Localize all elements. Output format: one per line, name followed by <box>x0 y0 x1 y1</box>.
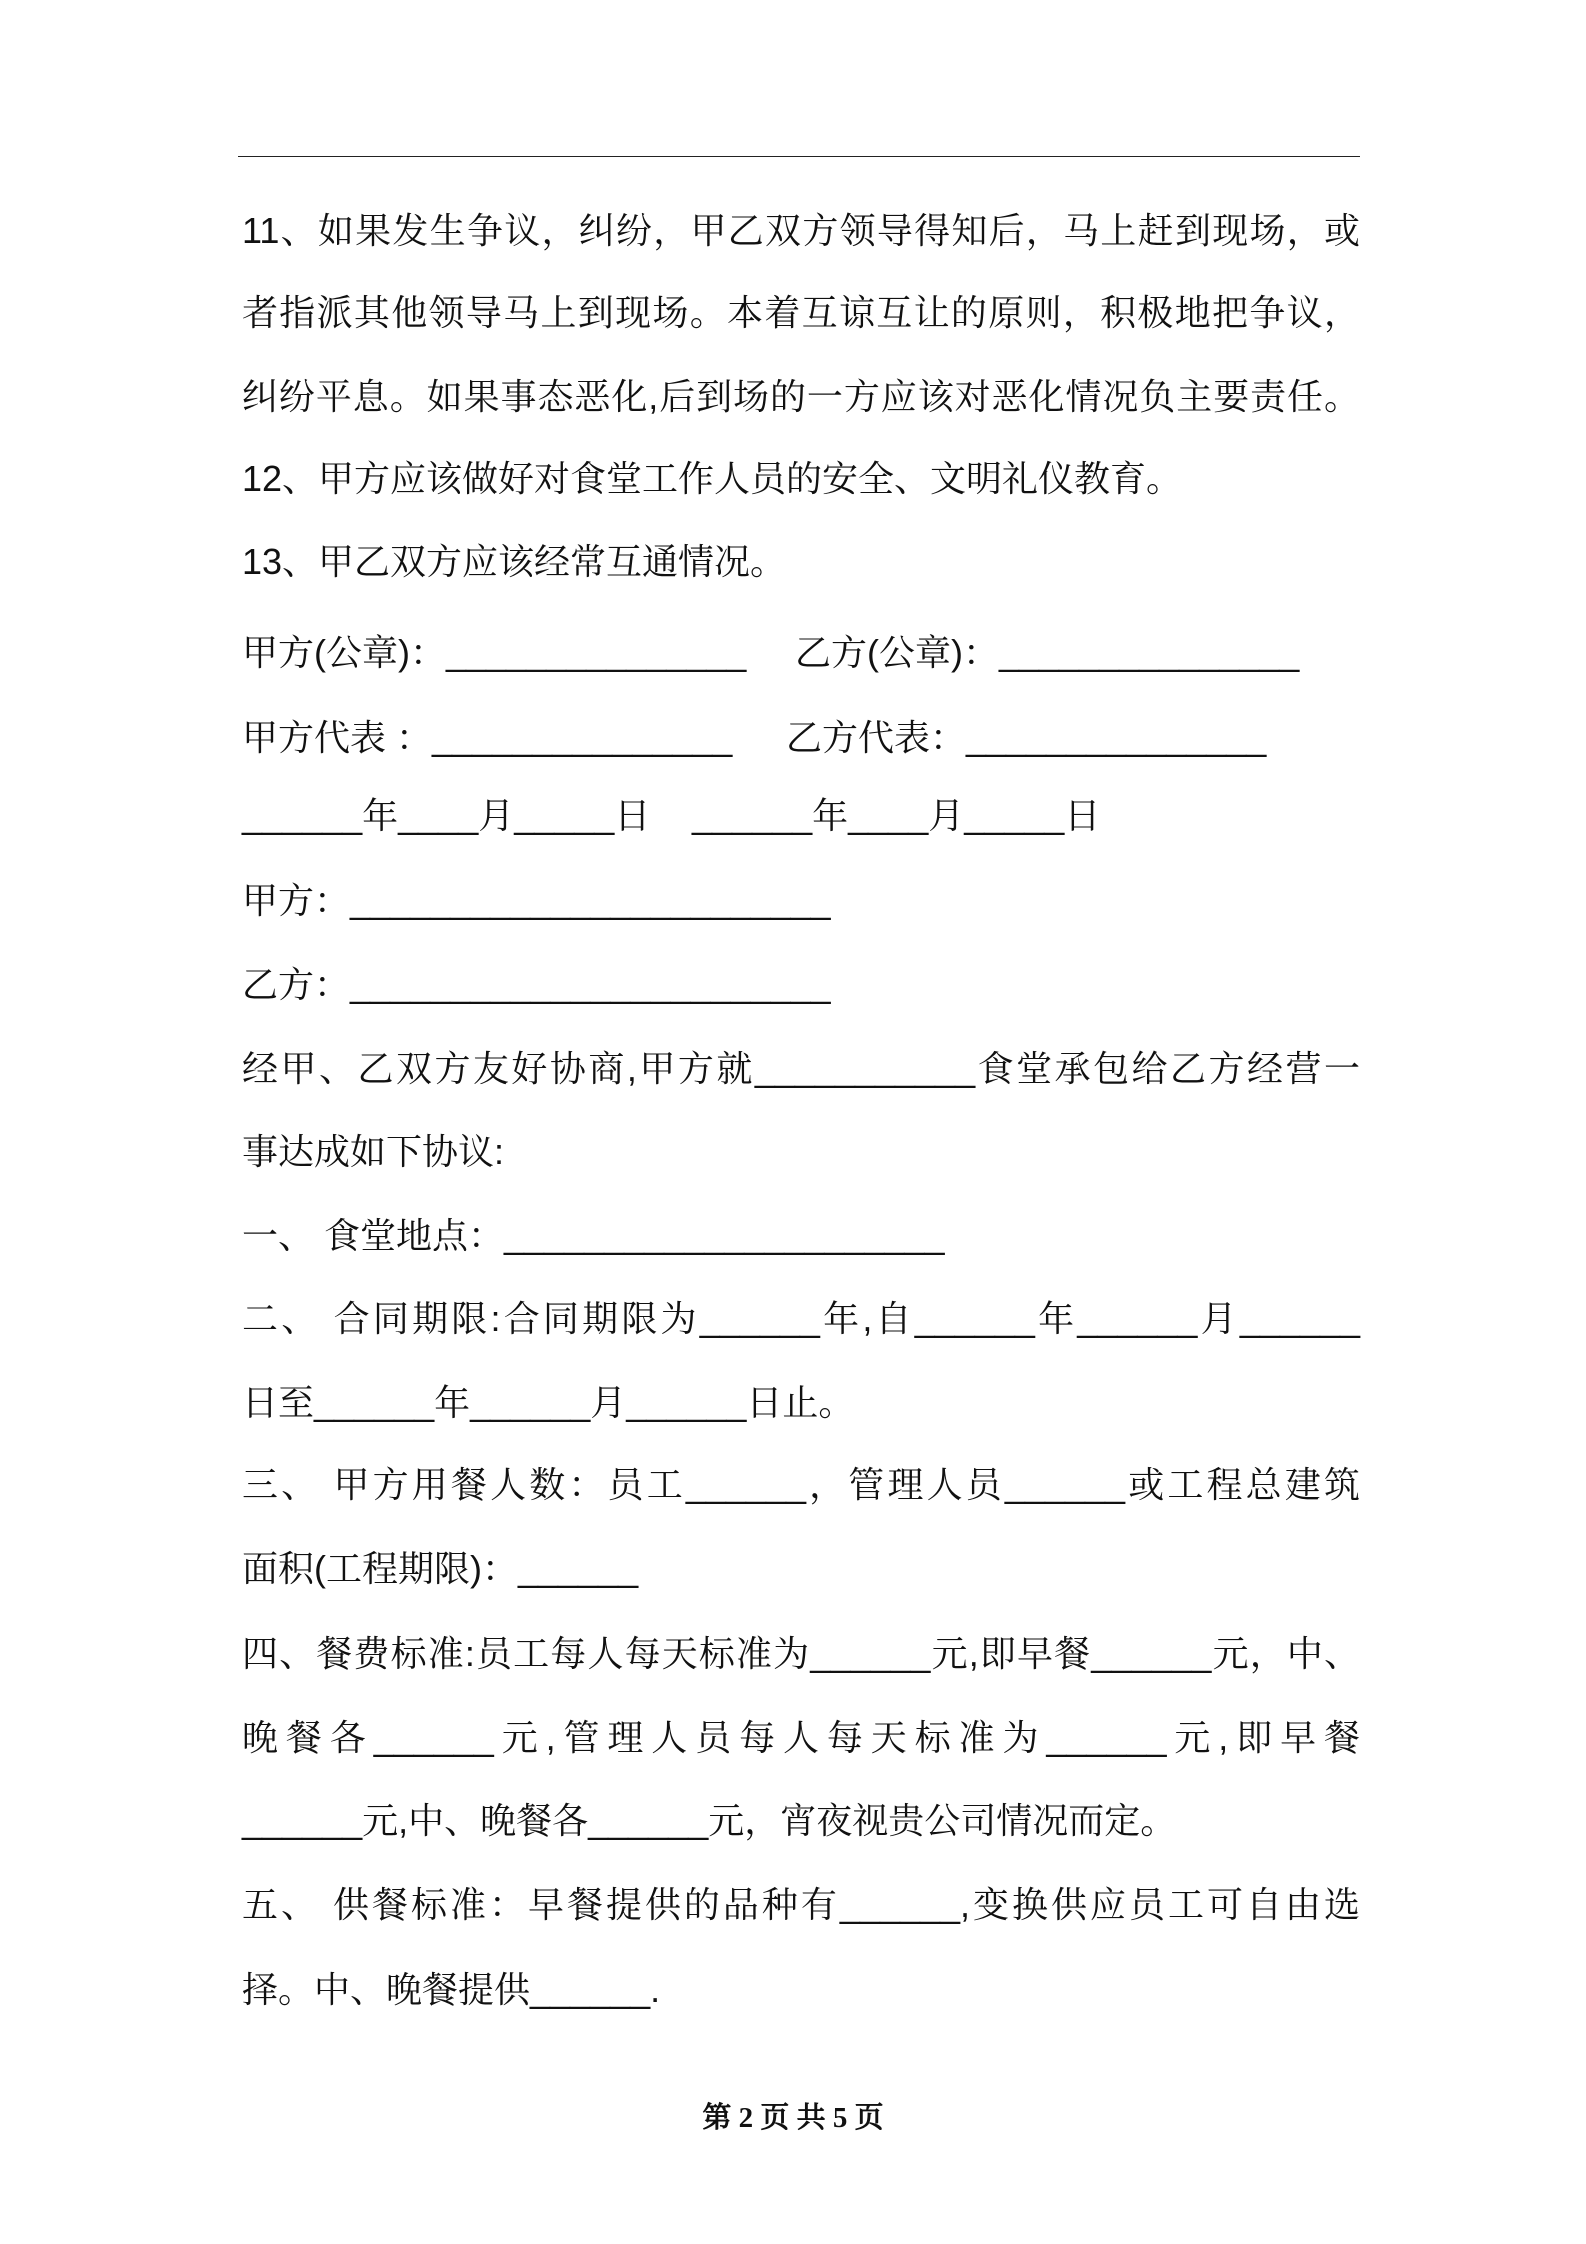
article-4-line-1: 四、餐费标准:员工每人每天标准为______元,即早餐______元，中、 <box>242 1633 1360 1674</box>
article-2-line-2: 日至______年______月______日止。 <box>242 1382 855 1423</box>
preamble-line-2: 事达成如下协议: <box>242 1131 505 1172</box>
clause-13: 13、甲乙双方应该经常互通情况。 <box>242 541 787 582</box>
article-5-line-2: 择。中、晚餐提供______. <box>242 1969 661 2010</box>
party-a-date-field: ______年____月_____日 <box>242 795 651 836</box>
article-1-location: 一、 食堂地点：______________________ <box>242 1215 945 1256</box>
date-row <box>242 774 1360 858</box>
preamble-line-1: 经甲、乙双方友好协商,甲方就___________食堂承包给乙方经营一 <box>242 1048 1360 1089</box>
clause-11-line-1: 11、如果发生争议，纠纷，甲乙双方领导得知后，马上赶到现场，或 <box>242 210 1360 251</box>
seal-row <box>242 611 1360 695</box>
article-4-line-3: ______元,中、晚餐各______元，宵夜视贵公司情况而定。 <box>242 1800 1177 1841</box>
party-a-rep-field: 甲方代表 ：_______________ <box>242 717 733 758</box>
article-2-line-1: 二、 合同期限:合同期限为______年,自______年______月______ <box>242 1298 1360 1339</box>
party-a-field: 甲方：________________________ <box>242 880 831 921</box>
party-b-field: 乙方：________________________ <box>242 964 831 1005</box>
page-number-footer: 第 2 页 共 5 页 <box>702 2102 884 2134</box>
article-4-line-2: 晚餐各______元,管理人员每人每天标准为______元,即早餐 <box>242 1717 1360 1758</box>
article-3-line-2: 面积(工程期限)：______ <box>242 1548 639 1589</box>
clause-11-line-2: 者指派其他领导马上到现场。本着互谅互让的原则，积极地把争议， <box>242 292 1360 333</box>
clause-12: 12、甲方应该做好对食堂工作人员的安全、文明礼仪教育。 <box>242 458 1183 499</box>
article-3-line-1: 三、 甲方用餐人数：员工______，管理人员______或工程总建筑 <box>242 1464 1360 1505</box>
party-b-seal-field: 乙方(公章)：_______________ <box>795 632 1300 673</box>
party-a-seal-field: 甲方(公章)：_______________ <box>242 632 747 673</box>
party-b-rep-field: 乙方代表：_______________ <box>786 717 1267 758</box>
party-b-date-field: ______年____月_____日 <box>692 795 1101 836</box>
article-5-line-1: 五、 供餐标准：早餐提供的品种有______,变换供应员工可自由选 <box>242 1884 1360 1925</box>
clause-11-line-3: 纠纷平息。如果事态恶化,后到场的一方应该对恶化情况负主要责任。 <box>242 376 1360 417</box>
header-rule <box>238 156 1360 157</box>
representative-row <box>242 696 1360 780</box>
